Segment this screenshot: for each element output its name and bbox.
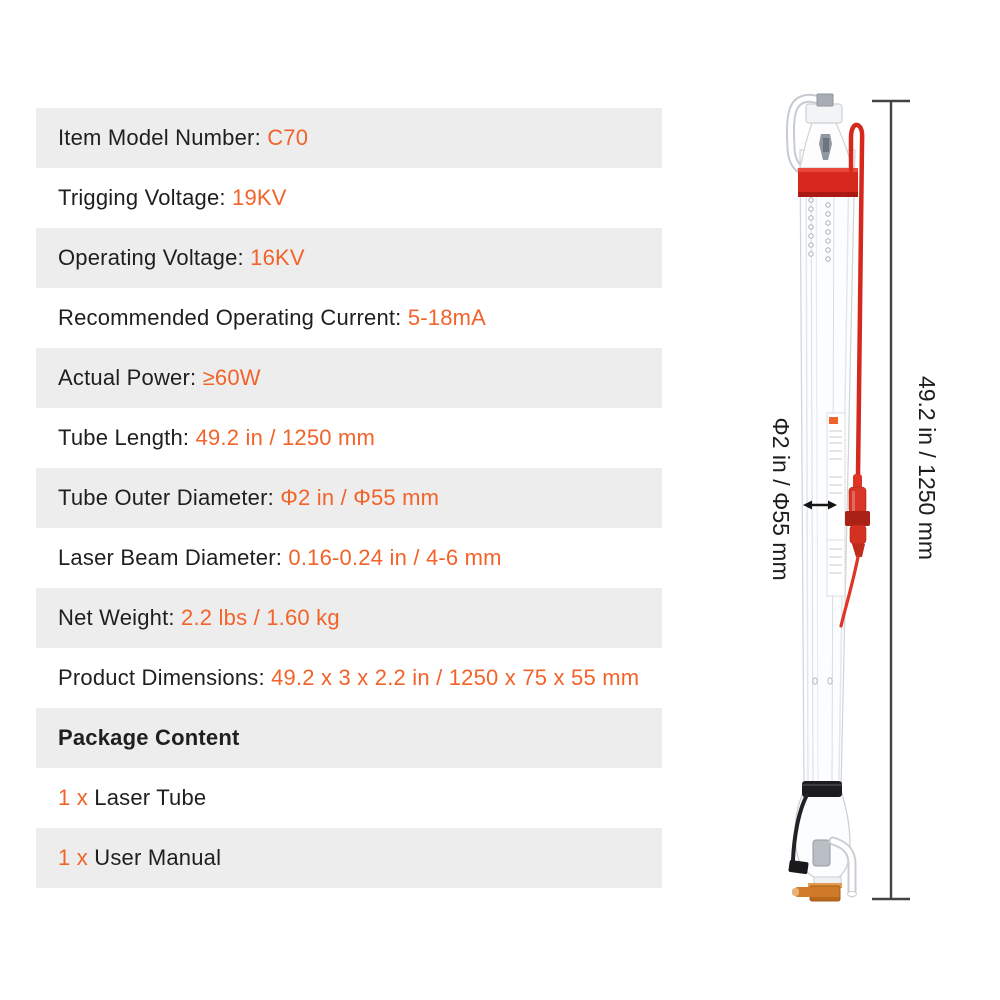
spec-row [36, 468, 662, 528]
spec-label: User Manual [94, 845, 222, 870]
spec-label: Actual Power: [58, 365, 203, 390]
spec-row [36, 288, 662, 348]
spec-row [36, 828, 662, 888]
tube-head [800, 94, 853, 168]
spec-label: Tube Length: [58, 425, 196, 450]
spec-label: Product Dimensions: [58, 665, 272, 690]
spec-label: Operating Voltage: [58, 245, 251, 270]
spec-row [36, 348, 662, 408]
spec-label: Trigging Voltage: [58, 185, 233, 210]
spec-value: 19KV [232, 185, 287, 210]
spec-row [36, 708, 662, 768]
end-cap [806, 104, 842, 123]
spec-row [36, 168, 662, 228]
spec-label: Net Weight: [58, 605, 182, 630]
spec-label: Item Model Number: [58, 125, 268, 150]
red-band [798, 168, 858, 197]
spec-row [36, 108, 662, 168]
laser-tube-illustration [730, 80, 1000, 930]
spec-label: Laser Tube [94, 785, 207, 810]
length-label: 49.2 in / 1250 mm [914, 375, 940, 561]
spec-value: ≥60W [202, 365, 261, 390]
water-outlet-nozzle-icon [792, 883, 842, 901]
spec-label: Package Content [58, 725, 240, 750]
spec-label: Laser Beam Diameter: [58, 545, 289, 570]
spec-value: 2.2 lbs / 1.60 kg [181, 605, 340, 630]
spec-row [36, 408, 662, 468]
spec-row [36, 228, 662, 288]
diameter-label: Φ2 in / Φ55 mm [768, 417, 794, 581]
spec-prefix: 1 x [58, 785, 95, 810]
spec-value: Φ2 in / Φ55 mm [280, 485, 440, 510]
laser-tube-figure [730, 80, 1000, 930]
spec-value: 49.2 in / 1250 mm [195, 425, 376, 450]
spec-row [36, 588, 662, 648]
spec-value: C70 [267, 125, 309, 150]
spec-label: Recommended Operating Current: [58, 305, 408, 330]
spec-row [36, 768, 662, 828]
spec-value: 16KV [250, 245, 305, 270]
hv-connector-icon [845, 474, 870, 557]
spec-row [36, 648, 662, 708]
spec-label: Tube Outer Diameter: [58, 485, 281, 510]
spec-prefix: 1 x [58, 845, 95, 870]
spec-row [36, 528, 662, 588]
spec-table [36, 108, 662, 888]
spec-value: 49.2 x 3 x 2.2 in / 1250 x 75 x 55 mm [271, 665, 640, 690]
length-dimension-line [872, 101, 910, 899]
spec-value: 0.16-0.24 in / 4-6 mm [288, 545, 502, 570]
spec-value: 5-18mA [407, 305, 487, 330]
